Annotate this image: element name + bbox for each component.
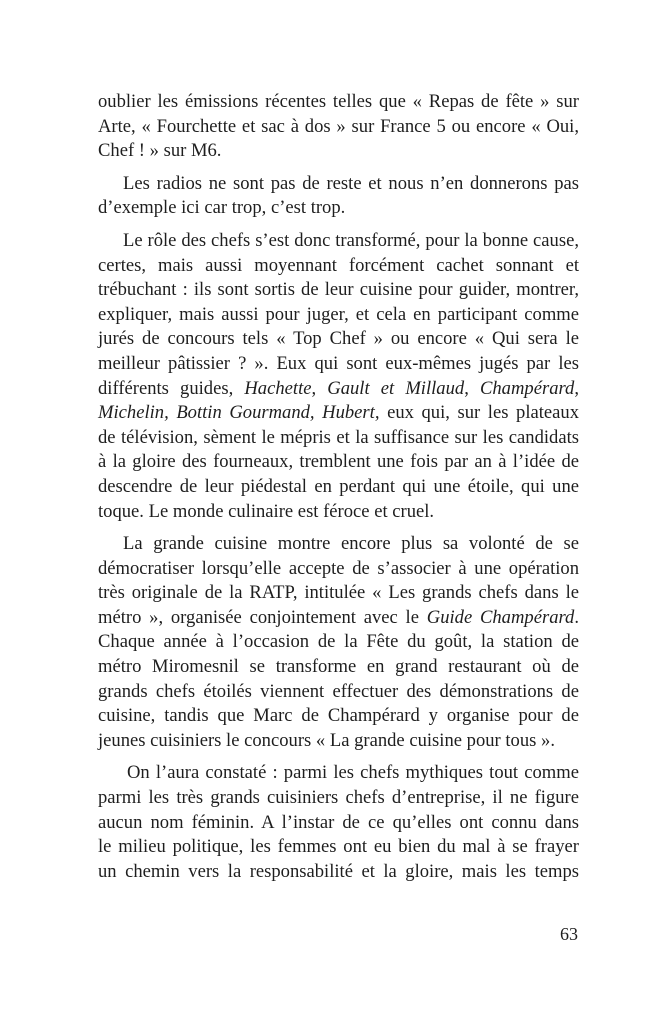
guide-title-champerard: Guide Champérard: [426, 606, 575, 628]
text-line: [98, 377, 579, 402]
paragraph-2: [98, 172, 579, 221]
text-line: toque. Le monde culinaire est féroce et cruel.: [98, 500, 435, 522]
text-line: aucun nom féminin. A l’instar de ce qu’elles ont connu dans: [98, 811, 579, 833]
text-line: meilleur pâtissier ? ». Eux qui sont eux-mêmes jugés par les: [98, 352, 579, 374]
text-run: eux qui, sur les plateaux: [379, 402, 579, 424]
body-text: [98, 90, 579, 884]
text-line: oublier les émissions récentes telles que « Repas de fête » sur: [98, 91, 579, 112]
text-line: grands chefs étoilés viennent effectuer des démonstrations de: [98, 680, 579, 702]
text-line: La grande cuisine montre encore plus sa volonté de se: [123, 533, 579, 555]
paragraph-3: [98, 229, 579, 524]
text-run: ,: [464, 377, 480, 399]
text-line: Chaque année à l’occasion de la Fête du goût, la station de: [98, 631, 579, 653]
guide-titles-italic: Michelin, Bottin Gourmand, Hubert,: [98, 402, 380, 424]
text-line: démocratiser lorsqu’elle accepte de s’associer à une opération: [98, 557, 579, 579]
text-line: très originale de la RATP, intitulée « Les grands chefs dans le: [98, 582, 579, 604]
text-line: d’exemple ici car trop, c’est trop.: [98, 197, 346, 219]
text-run: différents guides,: [98, 377, 245, 399]
text-line: métro Miromesnil se transforme en grand restaurant où de: [98, 656, 579, 678]
guide-title-hachette: Hachette: [244, 377, 312, 399]
text-run: ,: [311, 377, 328, 399]
text-line: le milieu politique, les femmes ont eu bien du mal à se frayer: [98, 836, 579, 858]
text-line: trébuchant : ils sont sortis de leur cuisine pour guider, montrer,: [98, 279, 579, 301]
text-line: On l’aura constaté : parmi les chefs mythiques tout comme: [127, 762, 579, 784]
text-run: métro », organisée conjointement avec le: [98, 606, 427, 628]
text-line: expliquer, mais aussi pour juger, et cela en participant comme: [98, 303, 579, 325]
text-line: Arte, « Fourchette et sac à dos » sur France 5 ou encore « Oui,: [98, 115, 579, 137]
text-line: Chef ! » sur M6.: [98, 140, 222, 162]
paragraph-1: [98, 90, 579, 164]
text-line: jurés de concours tels « Top Chef » ou encore « Qui sera le: [98, 328, 579, 350]
text-line: cuisine, tandis que Marc de Champérard y organise pour de: [98, 705, 579, 727]
text-line: descendre de leur piédestal en perdant qui une étoile, qui une: [98, 475, 579, 497]
text-line: parmi les très grands cuisiniers chefs d’entreprise, il ne figure: [98, 787, 579, 809]
text-line: Le rôle des chefs s’est donc transformé, pour la bonne cause,: [123, 229, 579, 251]
text-line: à la gloire des fourneaux, tremblent une fois par an à l’idée de: [98, 451, 579, 473]
guide-title-champerard: Champérard: [479, 377, 575, 399]
page-number: 63: [560, 924, 578, 944]
text-line: [98, 606, 579, 631]
paragraph-4: [98, 532, 579, 753]
text-line: [98, 401, 579, 426]
text-run: .: [574, 606, 579, 628]
text-line: jeunes cuisiniers le concours « La grande cuisine pour tous ».: [98, 729, 555, 751]
text-line: Les radios ne sont pas de reste et nous n’en donnerons pas: [123, 172, 579, 194]
text-run: ,: [574, 377, 579, 399]
paragraph-5: [98, 761, 579, 884]
guide-title-gault-millaud: Gault et Millaud: [327, 377, 465, 399]
text-line: certes, mais aussi moyennant forcément cachet sonnant et: [98, 254, 579, 276]
text-line: de télévision, sèment le mépris et la suffisance sur les candidats: [98, 426, 579, 448]
text-line: un chemin vers la responsabilité et la gloire, mais les temps: [98, 860, 579, 882]
